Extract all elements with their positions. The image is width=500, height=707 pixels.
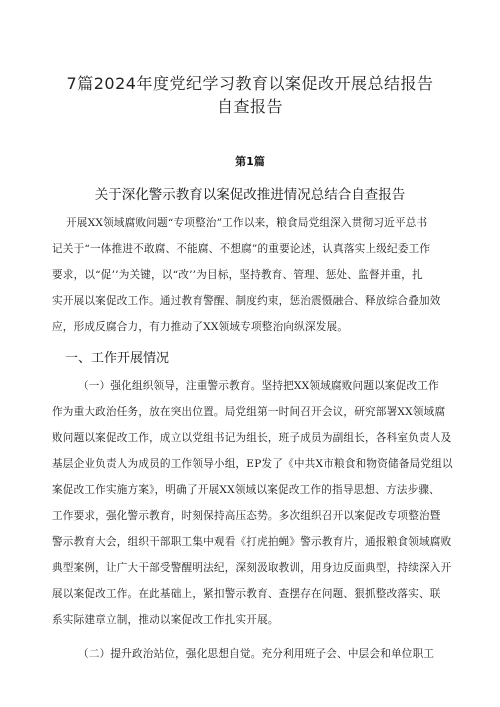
article-title: 关于深化警示教育以案促改推进情况总结合自查报告 (94, 187, 406, 203)
paragraph-line: （一）强化组织领导，注重警示教育。坚持把XX领域腐败问题以案促改工作 (78, 380, 439, 392)
paragraph-line: 系实际建章立制，推动以案促改工作扎实开展。 (52, 614, 279, 626)
paragraph-line: 工作要求，强化警示教育，时刻保持高压态势。多次组织召开以案促改专项整治暨 (52, 510, 441, 522)
document-title-line-2: 自查报告 (216, 97, 283, 116)
paragraph-line: 基层企业负责人为成员的工作领导小组，EP发了《中共X市粮食和物资储备局党组以 (52, 458, 453, 470)
paragraph-line: 应，形成反腐合力，有力推动了XX领域专项整治向纵深发展。 (52, 321, 349, 333)
paragraph-line: 案促改工作实施方案》，明确了开展XX领域以案促改工作的指导思想、方法步骤、 (52, 484, 440, 496)
paragraph-line: （二）提升政治站位，强化思想自觉。充分利用班子会、中层会和单位职工 (78, 648, 435, 660)
document-title-line-1: 7篇2024年度党纪学习教育以案促改开展总结报告 (66, 74, 434, 93)
paragraph-line: 败问题以案促改工作，成立以党组书记为组长，班子成员为副组长，各科室负责人及 (52, 432, 452, 444)
section-heading: 一、工作开展情况 (65, 351, 170, 366)
paragraph-line: 要求，以“促’’为关键，以“改’’为目标，坚持教育、管理、惩处、监督并重，扎 (52, 269, 423, 281)
paragraph-line: 记关于“一体推进不敢腐、不能腐、不想腐”的重要论述，认真落实上级纪委工作 (52, 243, 431, 255)
paragraph-line: 作为重大政治任务，放在突出位置。局党组第一时间召开会议，研究部署XX领域腐 (52, 406, 446, 418)
paragraph-line: 实开展以案促改工作。通过教育警醒、制度约束，惩治震慑融合、释放综合叠加效 (52, 295, 441, 307)
paragraph-line: 典型案例，让广大干部受警醒明法纪，深刻汲取教训，用身边反面典型，持续深入开 (52, 562, 452, 574)
paragraph-line: 开展XX领域腐败问题“专项整治”工作以来，粮食局党组深入贯彻习近平总书 (66, 217, 428, 229)
paragraph-line: 展以案促改工作。在此基础上，紧扣警示教育、查摆存在问题、狠抓整改落实、联 (52, 588, 441, 600)
paragraph-line: 警示教育大会，组织干部职工集中观看《打虎拍蝇》警示教育片，通报粮食领域腐败 (52, 536, 452, 548)
section-number: 第1篇 (235, 155, 265, 168)
